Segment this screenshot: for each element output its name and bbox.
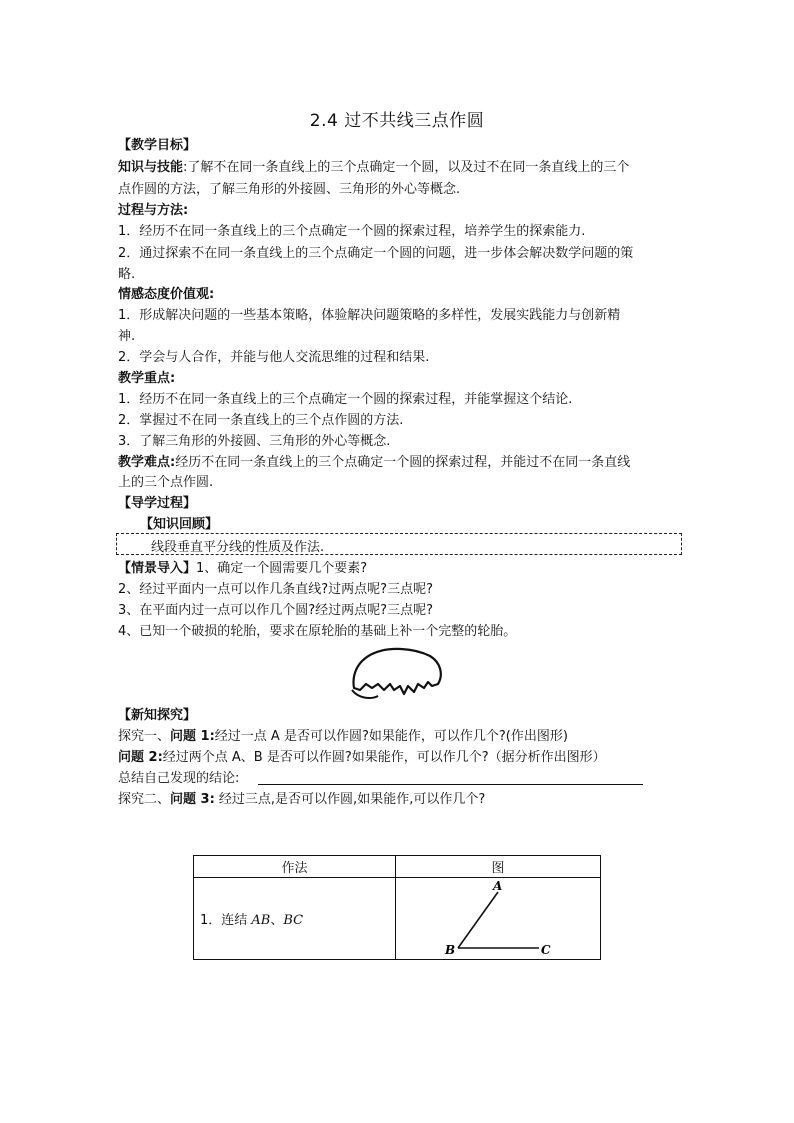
segment-ab [458, 892, 498, 948]
explore-1-text: 经过一点 A 是否可以作圆?如果能作，可以作几个?(作出图形) [214, 729, 568, 744]
review-heading: 【知识回顾】 [140, 517, 219, 532]
explore-1-label: 问题 1: [170, 729, 215, 744]
question-3: 3、在平面内过一点可以作几个圆?经过两点呢?三点呢? [118, 603, 433, 618]
explore-1-prefix: 探究一、 [118, 729, 171, 744]
explore-1 [118, 728, 568, 746]
header-method: 作法 [194, 856, 396, 878]
emotion-1b: 神. [118, 329, 136, 344]
explore-3-text: 经过三点,是否可以作圆,如果能作,可以作几个? [214, 792, 486, 807]
table-row [194, 878, 601, 960]
key-3: 3．了解三角形的外接圆、三角形的外心等概念. [118, 434, 391, 449]
difficulty-label: 教学难点: [118, 455, 176, 470]
question-2: 2、经过平面内一点可以作几条直线?过两点呢?三点呢? [118, 582, 433, 597]
explore-heading: 【新知探究】 [118, 708, 197, 723]
process-1: 1．经历不在同一条直线上的三个点确定一个圆的探索过程，培养学生的探索能力. [118, 224, 586, 239]
explore-3-prefix: 探究二、 [118, 792, 171, 807]
knowledge-line-1 [118, 159, 629, 177]
explore-2 [118, 749, 606, 767]
explore-2-label: 问题 2: [118, 750, 163, 765]
page-title: 2.4 过不共线三点作圆 [309, 111, 485, 131]
point-c-label: C [541, 943, 551, 957]
emotion-2: 2．学会与人合作，并能与他人交流思维的过程和结果. [118, 350, 430, 365]
header-figure: 图 [396, 856, 601, 878]
step-1-bc: BC [283, 913, 304, 928]
scene-q1: 1、确定一个圆需要几个要素? [196, 561, 368, 576]
process-2a: 2．通过探索不在同一条直线上的三个点确定一个圆的问题，进一步体会解决数学问题的策 [118, 246, 634, 261]
difficulty-line-1 [118, 454, 630, 472]
explore-3 [118, 791, 485, 809]
process-label: 过程与方法: [118, 203, 189, 218]
explore-3-label: 问题 3: [170, 792, 215, 807]
scene-label: 【情景导入】 [118, 561, 197, 576]
summary-answer-line [258, 784, 643, 785]
knowledge-text-1: :了解不在同一条直线上的三个点确定一个圆，以及过不在同一条直线上的三个 [183, 160, 630, 175]
summary-label: 总结自己发现的结论: [118, 771, 240, 786]
emotion-1a: 1．形成解决问题的一些基本策略，体验解决问题策略的多样性，发展实践能力与创新精 [118, 308, 621, 323]
scene-line [118, 560, 367, 578]
point-b-label: B [445, 943, 456, 957]
broken-tire-figure [348, 646, 444, 702]
tire-outline [354, 649, 441, 694]
key-1: 1．经历不在同一条直线上的三个点确定一个圆的探索过程，并能掌握这个结论. [118, 392, 573, 407]
explore-2-text: 经过两个点 A、B 是否可以作圆?如果能作，可以作几个?（据分析作出图形） [162, 750, 606, 765]
emotion-label: 情感态度价值观: [118, 287, 215, 302]
step-1-ab: AB [251, 913, 271, 928]
step-1-prefix: 1．连结 [200, 913, 252, 928]
guide-heading: 【导学过程】 [118, 496, 197, 511]
table-header-row [194, 856, 601, 878]
key-2: 2．掌握过不在同一条直线上的三个点作圆的方法. [118, 413, 404, 428]
point-a-label: A [493, 879, 503, 893]
segment-figure [396, 878, 600, 959]
figure-cell [396, 878, 601, 960]
knowledge-text-2: 点作圆的方法，了解三角形的外接圆、三角形的外心等概念. [118, 182, 461, 197]
construction-table [193, 855, 601, 960]
question-4: 4、已知一个破损的轮胎，要求在原轮胎的基础上补一个完整的轮胎。 [118, 624, 517, 639]
key-label: 教学重点: [118, 371, 176, 386]
review-text: 线段垂直平分线的性质及作法. [151, 540, 325, 555]
difficulty-text-2: 上的三个点作圆. [118, 475, 214, 490]
knowledge-label: 知识与技能 [118, 160, 184, 175]
step-1-sep: 、 [270, 913, 284, 928]
teaching-goals-heading: 【教学目标】 [118, 138, 197, 153]
difficulty-text-1: 经历不在同一条直线上的三个点确定一个圆的探索过程，并能过不在同一条直线 [175, 455, 631, 470]
review-box [116, 533, 682, 555]
tire-bottom-arc [352, 690, 378, 698]
step-cell [194, 878, 396, 960]
process-2b: 略. [118, 267, 136, 282]
